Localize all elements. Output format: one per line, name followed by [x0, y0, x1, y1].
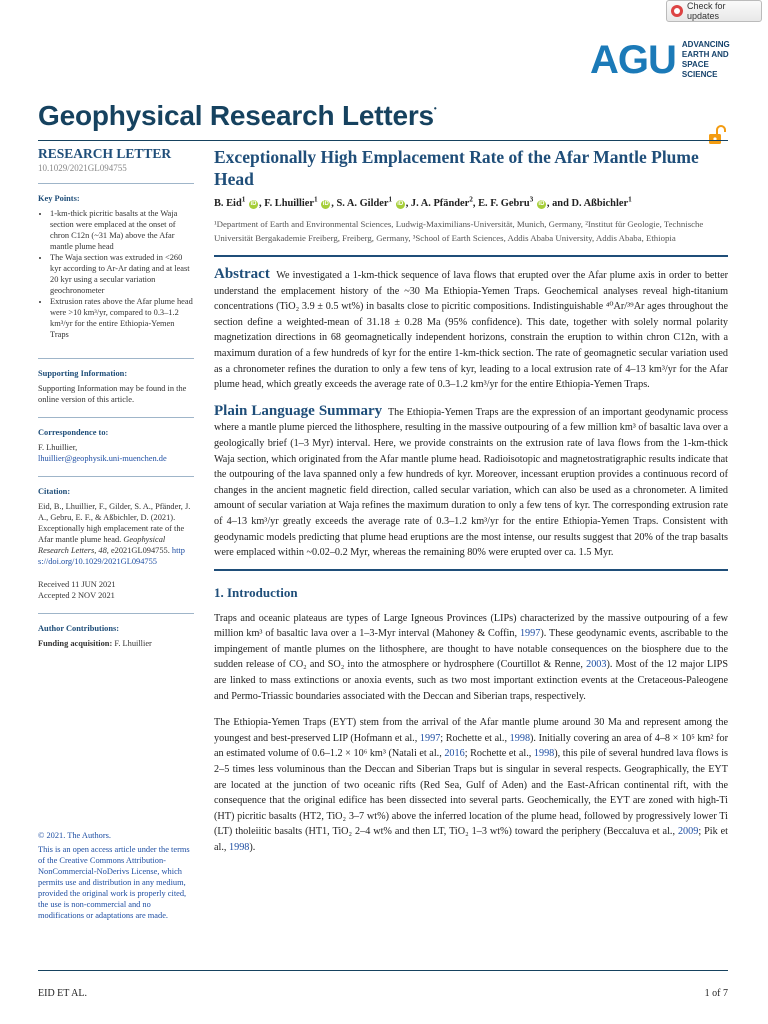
license-block	[38, 830, 194, 921]
intro-text: ), this pile of several hundred lava flows is 2–5 times less voluminous than the Deccan and Siberian Traps but is singular in several respects. Geographically, the EYT are located at the junction of two oceanic rifts (Red Sea, Gulf of Aden) and the East-African continental rift, with the consequence that the original edifice has been dissected into several parts. Geochemically, the EYT are zoned with high-Ti (HT) picritic basalts (HT2, TiO₂ 3–7 wt%) above the inferred location of the plume head, followed by progressively lower Ti (LT) tholeiitic basalts (HT1, TiO₂ 2–4 wt% and then LT, TiO₂ 1–3 wt%) toward the periphery (Beccaluva et al.,	[214, 748, 728, 838]
citation-link[interactable]: 2009	[677, 826, 699, 838]
author-affil: 3	[529, 195, 534, 204]
doi: 10.1029/2021GL094755	[38, 163, 127, 173]
footer-authors: EID ET AL.	[38, 988, 87, 999]
main-column	[214, 146, 728, 856]
sidebar-divider	[38, 417, 194, 418]
citation-link[interactable]: 1998	[533, 748, 555, 760]
license-text: License, which permits use and distribution in any medium, provided the original work is properly cited, the use is non-commercial and no modifications or adaptations are made.	[38, 867, 187, 920]
accepted-date: Accepted 2 NOV 2021	[38, 591, 115, 600]
intro-text: ). Initially covering an area of 4–8 × 10⁵ km² for an estimated volume of 0.6–1.2 × 10⁶ km³ (Natali et al.,	[214, 732, 728, 760]
citation-doi-link[interactable]: https://doi.org/10.1029/2021GL094755	[38, 546, 185, 566]
sidebar-divider	[38, 476, 194, 477]
citation-body: Eid, B., Lhuillier, F., Gilder, S. A., Pfänder, J. A., Gebru, E. F., & Aßbichler, D. (2021). Exceptionally high emplacement rate of the Afar mantle plume head.	[38, 502, 191, 544]
check-for-updates-label: Check for updates	[687, 1, 726, 21]
page-number: 1 of 7	[704, 988, 728, 999]
journal-mark: •	[433, 104, 437, 113]
intro-text: ; Rochette et al.,	[440, 732, 510, 744]
sidebar	[38, 148, 194, 649]
citation-journal: Geophysical Research Letters, 48	[38, 535, 166, 555]
footer-rule	[38, 970, 728, 971]
author-contributions-title: Author Contributions:	[38, 624, 120, 633]
agu-logo	[590, 40, 740, 80]
plain-language-summary-block	[214, 404, 728, 561]
author-name: D. Aßbichler	[571, 198, 629, 209]
orcid-icon[interactable]: iD	[322, 201, 329, 207]
author-affil: 1	[314, 195, 318, 204]
author-name: B. Eid	[214, 198, 242, 209]
contribution-label: Funding acquisition:	[38, 639, 113, 648]
agu-logo-line: SPACE SCIENCE	[681, 60, 718, 79]
orcid-icon[interactable]: iD	[250, 201, 257, 207]
author-name: F. Lhuillier	[264, 198, 315, 209]
license-text: This is an open access article under the terms of the	[38, 845, 190, 865]
author-connector: and	[552, 198, 569, 209]
sidebar-divider	[38, 183, 194, 184]
article-type: RESEARCH LETTER	[38, 146, 172, 161]
header-rule	[38, 140, 728, 141]
copyright: © 2021. The Authors.	[38, 831, 111, 840]
intro-text: ; Rochette et al.,	[464, 748, 534, 760]
key-point: • The Waja section was extruded in <260 kyr according to Ar-Ar dating and at least 20 kyr using a secular variation geochronometer	[50, 252, 194, 296]
journal-title	[38, 100, 437, 132]
citation-id: , e2021GL094755.	[106, 546, 170, 555]
author-name: E. F. Gebru	[478, 198, 530, 209]
intro-text: ).	[249, 842, 256, 853]
key-points-list	[38, 208, 194, 340]
author-affil: 1	[388, 195, 393, 204]
section-rule	[214, 255, 728, 257]
intro-text: ). Most of the 12 major LIPS are linked to mass extinctions or anoxia events, such as two most important extinction events at the Cretaceous-Paleogene and Permo-Triassic boundaries associated with the Deccan and Siberian traps, respectively.	[214, 659, 729, 702]
article-title: Exceptionally High Emplacement Rate of the Afar Mantle Plume Head	[214, 147, 699, 189]
correspondence-email-link[interactable]: lhuillier@geophysik.uni-muenchen.de	[38, 454, 167, 463]
pls-heading: Plain Language Summary	[214, 402, 383, 419]
crossmark-icon	[671, 5, 683, 17]
license-link[interactable]: Creative Commons Attribution-NonCommercial-NoDerivs	[38, 856, 166, 876]
intro-text: Traps and oceanic plateaus are types of Large Igneous Provinces (LIPs) characterized by the massive outpouring of a few million km³ of basaltic lava over a 1–3-Myr interval (Mahoney & Coffin,	[214, 612, 728, 640]
sidebar-divider	[38, 613, 194, 614]
citation-link[interactable]: 2016	[444, 748, 465, 760]
sidebar-divider	[38, 358, 194, 359]
intro-heading: 1. Introduction	[214, 584, 298, 600]
citation-link[interactable]: 1998	[229, 842, 250, 853]
author-list: B. Eid$^1$ iD , F. Lhuillier$^1$ iD , S. A. Gilder$^1$ iD , J. A. Pfänder$^2$, E. F. Gebru$^3$ iD , and D. Aßbichler$^1$	[214, 195, 632, 209]
citation-link[interactable]: 1998	[509, 732, 531, 744]
supporting-info-text: Supporting Information may be found in the online version of this article.	[38, 384, 187, 404]
correspondence-title: Correspondence to:	[38, 428, 109, 437]
agu-logo-text	[682, 40, 740, 80]
intro-paragraph-2	[214, 715, 728, 855]
check-for-updates-button[interactable]	[666, 0, 762, 22]
agu-logo-mark: AGU	[590, 38, 676, 82]
orcid-icon[interactable]: iD	[397, 201, 404, 207]
pls-text: The Ethiopia-Yemen Traps are the expression of an important geodynamic process where a mantle plume pierced the lithosphere, resulting in the massive outpouring of a few million km³ of basaltic lava over a geologically brief (1–3 Myr) interval. Here, we provide constraints on the extrusion rate of lava flows from the 1-km-thick Waja section, which originated from the Afar mantle plume head. Radioisotopic and magnetostratigraphic results indicate that the outpouring of the lava spanned only a few hundreds of kyr. Moreover, incessant eruption provides a continuous record of changes in the ancient magnetic field direction, called secular variation, which can also be used as a chronometer. A limited amount of secular variation at Waja refines the maximum duration to only a few tens of kyr. The corresponding extrusion rate of 4–13 km³/yr greatly exceeds the average rate of 0.3–1.2 km³/yr for the entire Ethiopia-Yemen Traps. Consistent with geodynamic models predicting that plume head eruptions are the most intense, our results suggest that 20% of the trap basalts were emplaced within ~0.02–0.2 Myr, whereas the remaining 80% were erupted over ca. 1.5 Myr.	[214, 406, 728, 559]
abstract-block	[214, 267, 728, 393]
received-date: Received 11 JUN 2021	[38, 580, 116, 589]
intro-text: ). These geodynamic events, ascribable to the impingement of mantle plumes on the lithosphere, are thought to have notable consequences on the biosphere due to the sudden release of CO₂ and SO₂ into the atmosphere or hydrosphere (Courtillot & Renne,	[214, 628, 728, 671]
correspondence-name: F. Lhuillier,	[38, 443, 78, 452]
author-name: S. A. Gilder	[336, 198, 389, 209]
author-affil: 2	[469, 195, 473, 204]
intro-text: The Ethiopia-Yemen Traps (EYT) stem from the arrival of the Afar mantle plume around 30 Ma and represent among the youngest and best-preserved LIP (Hofmann et al.,	[214, 717, 728, 744]
agu-logo-line: ADVANCING	[681, 40, 730, 49]
author-affil: 1	[628, 195, 632, 204]
citation-link[interactable]: 1997	[419, 732, 441, 744]
contribution-value: F. Lhuillier	[114, 639, 152, 648]
affiliations: ¹Department of Earth and Environmental Sciences, Ludwig-Maximilians-Universität, Munich, Germany, ²Institut für Geologie, Technische Universität Bergakademie Freiberg, Freiberg, Germany, ³School of Earth Sciences, Addis Ababa University, Addis Ababa, Ethiopia	[214, 219, 704, 243]
key-point: • Extrusion rates above the Afar plume head were >10 km³/yr, compared to 0.3–1.2 km³/yr for the entire Ethiopia-Yemen Traps	[50, 296, 194, 340]
intro-text: ; Pik et al.,	[214, 826, 728, 853]
key-points-title: Key Points:	[38, 194, 80, 203]
citation-text	[38, 501, 194, 567]
author-affil: 1	[241, 195, 246, 204]
agu-logo-line: EARTH AND	[681, 50, 729, 59]
citation-title: Citation:	[38, 487, 71, 496]
citation-link[interactable]: 2003	[586, 659, 607, 671]
section-rule	[214, 569, 728, 571]
supporting-info-title: Supporting Information:	[38, 369, 128, 378]
citation-link[interactable]: 1997	[519, 628, 541, 640]
author-name: J. A. Pfänder	[410, 198, 470, 209]
intro-paragraph-1	[214, 611, 728, 705]
key-point: • 1-km-thick picritic basalts at the Waja section were emplaced at the onset of chron C12n (~31 Ma) above the Afar mantle plume head	[50, 208, 194, 252]
orcid-icon[interactable]: iD	[538, 201, 545, 207]
journal-name: Geophysical Research Letters	[38, 100, 434, 131]
abstract-heading: Abstract	[214, 266, 270, 282]
abstract-text: We investigated a 1-km-thick sequence of lava flows that erupted over the Afar plume axis in order to better understand the emplacement history of the ~30 Ma Ethiopia-Yemen Traps. Geochemical analyses reveal high-titanium concentrations (TiO₂ 3.9 ± 0.5 wt%) in basalts close to picritic compositions. Indistinguishable ⁴⁰Ar/³⁹Ar ages throughout the section define a weighted-mean of 31.18 ± 0.28 Ma (95% confidence). This date, together with solely normal polarity magnetization directions in 68 geomagnetically independent horizons, constrain the eruption to within chron C12n, with a maximum duration of a few hundreds of kyr for the entire 1-km-thick section. The rate of geomagnetic secular variation used as a chronometer refines the duration to only a few tens of kyr, leading to a local extrusion rate of 4–13 km³/yr for the Afar plume head, which greatly exceeds the average rate of 0.3–1.2 km³/yr for the entire Ethiopia-Yemen Traps.	[214, 270, 729, 391]
author-contribution	[38, 638, 194, 649]
open-access-lock-icon	[706, 124, 728, 146]
